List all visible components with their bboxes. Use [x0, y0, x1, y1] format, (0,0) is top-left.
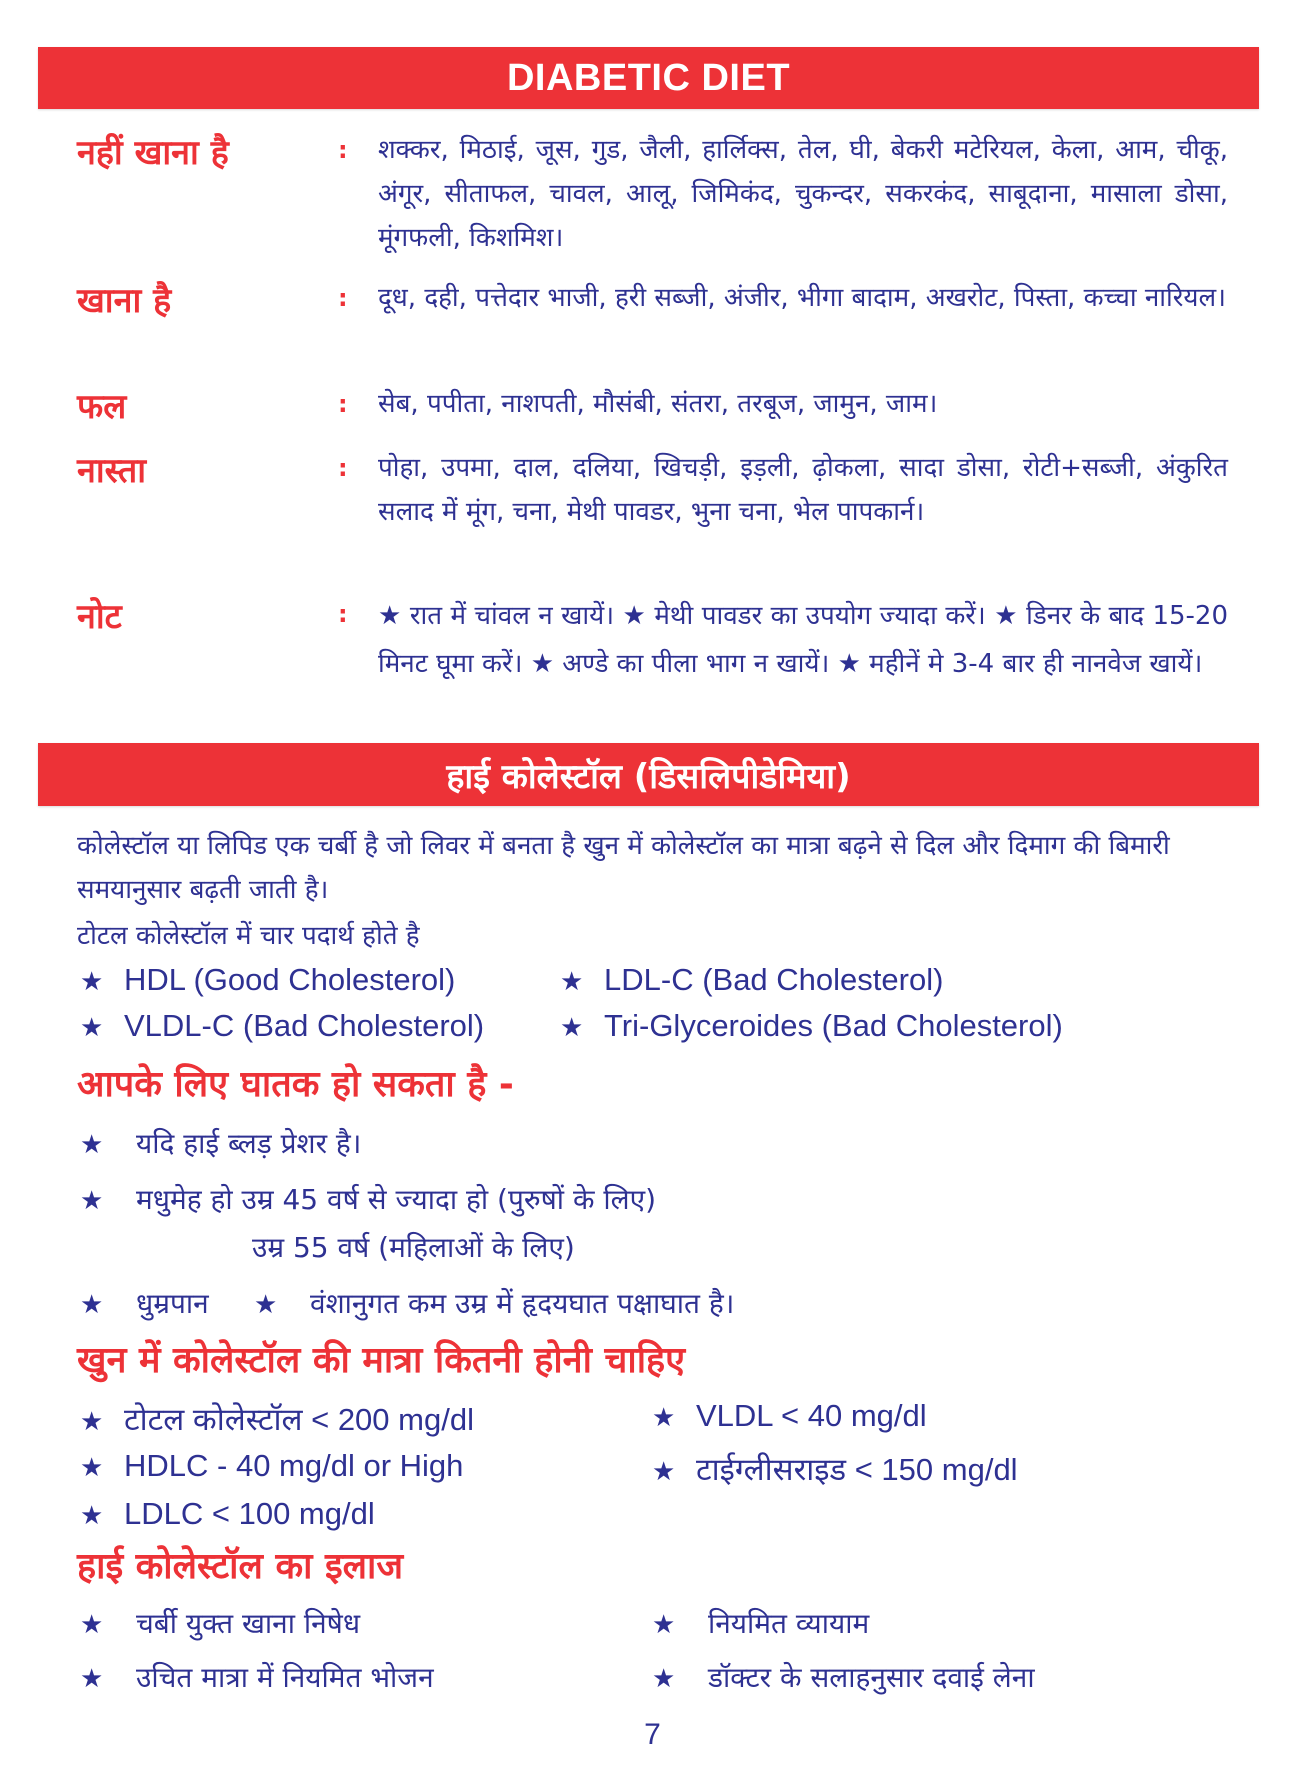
star-icon: ★ — [652, 1664, 676, 1694]
level-item: ★ LDLC < 100 mg/dl — [80, 1496, 375, 1531]
diabetic-diet-banner — [38, 47, 1259, 109]
risk-item: ★ वंशानुगत कम उम्र में हृदयघात पक्षाघात है। — [254, 1287, 735, 1320]
component-item: ★ HDL (Good Cholesterol) — [80, 962, 456, 997]
star-icon: ★ — [652, 1610, 676, 1640]
diet-row-colon: : — [338, 136, 348, 164]
risk-item: ★ मधुमेह हो उम्र 45 वर्ष से ज्यादा हो (पुरुषों के लिए) — [80, 1183, 657, 1216]
diet-row-value: ★ रात में चांवल न खायें। ★ मेथी पावडर का उपयोग ज्यादा करें। ★ डिनर के बाद 15-20 मिनट घूमा करें। ★ अण्डे का पीला भाग न खायें। ★ महीनें मे 3-4 बार ही नानवेज खायें। — [378, 601, 1228, 679]
risk-heading: आपके लिए घातक हो सकता है - — [77, 1064, 514, 1105]
star-icon: ★ — [80, 1453, 104, 1483]
level-item: ★ VLDL < 40 mg/dl — [652, 1398, 927, 1433]
star-icon: ★ — [80, 967, 104, 997]
star-icon: ★ — [80, 1013, 104, 1043]
level-item: ★ टाईग्लीसराइड < 150 mg/dl — [652, 1452, 1018, 1487]
diet-row-label: फल — [77, 387, 127, 427]
diet-row-label: नहीं खाना है — [77, 133, 229, 173]
star-icon: ★ — [652, 1403, 676, 1433]
star-icon: ★ — [80, 1664, 104, 1694]
cholesterol-intro: कोलेस्टॉल या लिपिड एक चर्बी है जो लिवर में बनता है खुन में कोलेस्टॉल का मात्रा बढ़ने से दिल और दिमाग की बिमारी समयानुसार बढ़ती जाती है। — [77, 831, 1170, 905]
cholesterol-banner — [38, 743, 1259, 806]
diet-row-value: दूध, दही, पत्तेदार भाजी, हरी सब्जी, अंजीर, भीगा बादाम, अखरोट, पिस्ता, कच्चा नारियल। — [378, 283, 1226, 313]
star-icon: ★ — [80, 1186, 104, 1216]
component-item: ★ VLDL-C (Bad Cholesterol) — [80, 1008, 485, 1043]
component-item: ★ LDL-C (Bad Cholesterol) — [560, 962, 944, 997]
level-item: ★ HDLC - 40 mg/dl or High — [80, 1448, 464, 1483]
treatment-item: ★ डॉक्टर के सलाहनुसार दवाई लेना — [652, 1661, 1035, 1694]
star-icon: ★ — [80, 1610, 104, 1640]
treatment-item: ★ उचित मात्रा में नियमित भोजन — [80, 1661, 434, 1694]
treatment-item: ★ चर्बी युक्त खाना निषेध — [80, 1607, 361, 1640]
star-icon: ★ — [560, 967, 584, 997]
diet-row-colon: : — [338, 600, 348, 628]
level-item: ★ टोटल कोलेस्टॉल < 200 mg/dl — [80, 1402, 474, 1437]
diet-row-value: पोहा, उपमा, दाल, दलिया, खिचड़ी, इड़ली, ढ़ोकला, सादा डोसा, रोटी+सब्जी, अंकुरित सलाद में मूंग, चना, मेथी पावडर, भुना चना, भेल पापकार्न। — [378, 453, 1228, 527]
risk-item: ★ यदि हाई ब्लड़ प्रेशर है। — [80, 1127, 362, 1160]
diet-row-label: नोट — [77, 597, 122, 637]
star-icon: ★ — [560, 1013, 584, 1043]
page-number: 7 — [644, 1718, 661, 1751]
diet-row-value: शक्कर, मिठाई, जूस, गुड, जैली, हार्लिक्स, तेल, घी, बेकरी मटेरियल, केला, आम, चीकू, अंगूर, सीताफल, चावल, आलू, जिमिकंद, चुकन्दर, सकरकंद, साबूदाना, मासाला डोसा, मूंगफली, किशमिश। — [378, 135, 1228, 253]
components-intro: टोटल कोलेस्टॉल में चार पदार्थ होते है — [77, 921, 420, 951]
treatment-item: ★ नियमित व्यायाम — [652, 1607, 870, 1640]
diet-row-colon: : — [338, 390, 348, 418]
diet-row-colon: : — [338, 454, 348, 482]
star-icon: ★ — [80, 1130, 104, 1160]
levels-heading: खुन में कोलेस्टॉल की मात्रा कितनी होनी चाहिए — [77, 1340, 686, 1381]
cholesterol-title: हाई कोलेस्टॉल (डिसलिपीडेमिया) — [446, 756, 851, 797]
star-icon: ★ — [254, 1290, 278, 1320]
diet-row-value: सेब, पपीता, नाशपती, मौसंबी, संतरा, तरबूज, जामुन, जाम। — [378, 389, 938, 419]
risk-item-continued: उम्र 55 वर्ष (महिलाओं के लिए) — [252, 1231, 575, 1264]
diet-row-colon: : — [338, 284, 348, 312]
star-icon: ★ — [80, 1407, 104, 1437]
diet-row-label: नास्ता — [77, 451, 147, 491]
star-icon: ★ — [652, 1457, 676, 1487]
diet-row-label: खाना है — [77, 281, 172, 321]
treatment-heading: हाई कोलेस्टॉल का इलाज — [77, 1546, 404, 1587]
component-item: ★ Tri-Glyceroides (Bad Cholesterol) — [560, 1008, 1063, 1043]
diabetic-diet-title: DIABETIC DIET — [506, 56, 791, 99]
star-icon: ★ — [80, 1290, 104, 1320]
star-icon: ★ — [80, 1501, 104, 1531]
risk-item: ★ धुम्रपान — [80, 1287, 209, 1320]
